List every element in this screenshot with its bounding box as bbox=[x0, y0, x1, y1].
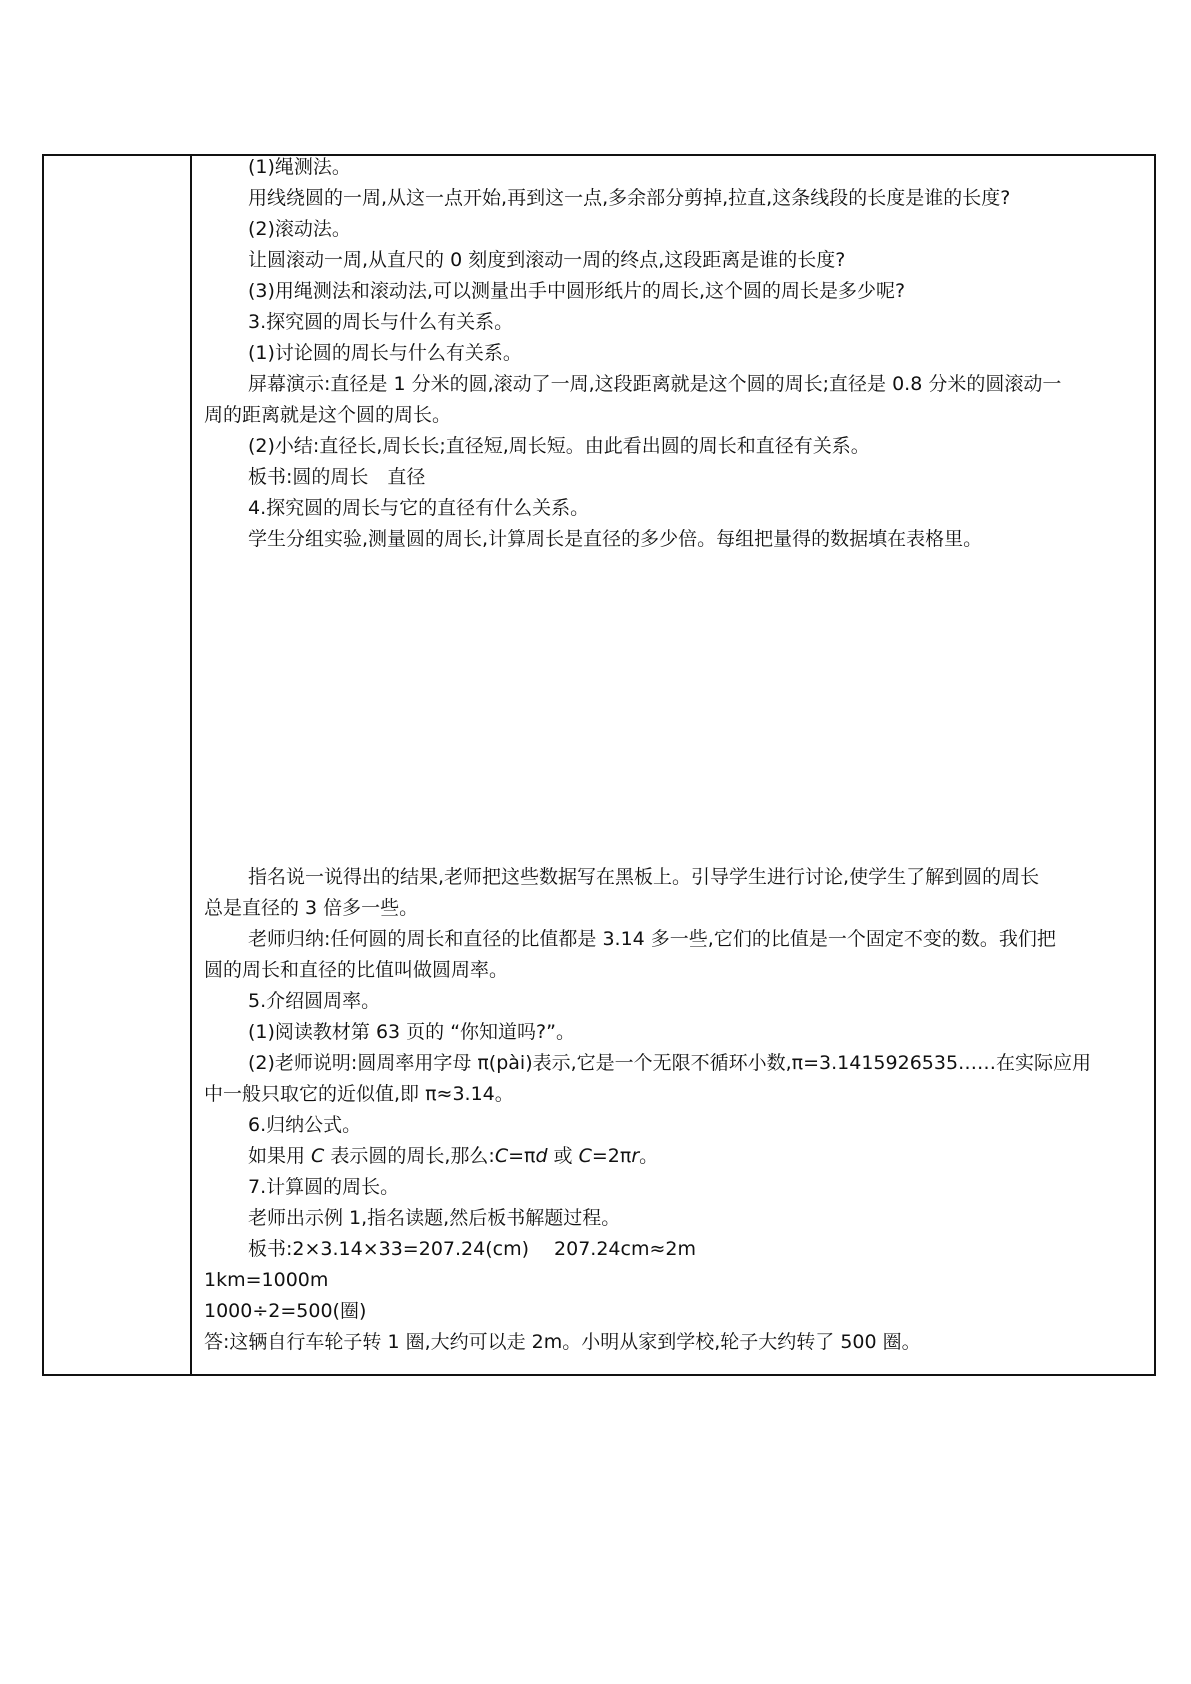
formula-line bbox=[192, 1141, 1154, 1172]
text-line: 总是直径的 3 倍多一些。 bbox=[204, 897, 419, 919]
text-line: 3.探究圆的周长与什么有关系。 bbox=[248, 311, 514, 333]
lesson-content bbox=[192, 156, 1154, 1374]
text-line: (1)讨论圆的周长与什么有关系。 bbox=[248, 342, 522, 364]
formula-text: 。 bbox=[639, 1145, 659, 1167]
text-line: 指名说一说得出的结果,老师把这些数据写在黑板上。引导学生进行讨论,使学生了解到圆的周长 bbox=[248, 866, 1040, 888]
text-line: 周的距离就是这个圆的周长。 bbox=[204, 404, 452, 426]
text-line: (2)老师说明:圆周率用字母 π(pài)表示,它是一个无限不循环小数,π=3.1415926535……在实际应用 bbox=[248, 1052, 1092, 1074]
text-line: 5.介绍圆周率。 bbox=[248, 990, 381, 1012]
text-line: 4.探究圆的周长与它的直径有什么关系。 bbox=[248, 497, 590, 519]
text-line: (3)用绳测法和滚动法,可以测量出手中圆形纸片的周长,这个圆的周长是多少呢? bbox=[248, 280, 906, 302]
text-line: (2)小结:直径长,周长长;直径短,周长短。由此看出圆的周长和直径有关系。 bbox=[248, 435, 870, 457]
text-line: 中一般只取它的近似值,即 π≈3.14。 bbox=[204, 1083, 514, 1105]
formula-text: 或 bbox=[547, 1145, 579, 1167]
formula-var-c: C bbox=[311, 1145, 325, 1167]
formula-var-r: r bbox=[631, 1145, 640, 1167]
text-line: 屏幕演示:直径是 1 分米的圆,滚动了一周,这段距离就是这个圆的周长;直径是 0.8 分米的圆滚动一 bbox=[248, 373, 1062, 395]
formula-text: =2π bbox=[591, 1145, 632, 1167]
left-column-empty bbox=[44, 156, 192, 1374]
text-line: 老师出示例 1,指名读题,然后板书解题过程。 bbox=[248, 1207, 621, 1229]
text-line: 6.归纳公式。 bbox=[248, 1114, 362, 1136]
text-line: 老师归纳:任何圆的周长和直径的比值都是 3.14 多一些,它们的比值是一个固定不变的数。我们把 bbox=[248, 928, 1056, 950]
formula-var-d: d bbox=[535, 1145, 548, 1167]
text-line: (1)阅读教材第 63 页的 “你知道吗?”。 bbox=[248, 1021, 575, 1043]
text-line: (1)绳测法。 bbox=[248, 156, 351, 178]
text-line: (2)滚动法。 bbox=[248, 218, 351, 240]
formula-text: 表示圆的周长,那么: bbox=[324, 1145, 495, 1167]
text-line: 板书:2×3.14×33=207.24(cm) 207.24cm≈2m bbox=[248, 1238, 696, 1260]
text-line: 1000÷2=500(圈) bbox=[204, 1300, 367, 1322]
text-line: 1km=1000m bbox=[204, 1269, 329, 1291]
text-line: 学生分组实验,测量圆的周长,计算周长是直径的多少倍。每组把量得的数据填在表格里。 bbox=[248, 528, 983, 550]
text-line: 用线绕圆的一周,从这一点开始,再到这一点,多余部分剪掉,拉直,这条线段的长度是谁的长度? bbox=[248, 187, 1011, 209]
text-line: 7.计算圆的周长。 bbox=[248, 1176, 400, 1198]
text-line: 让圆滚动一周,从直尺的 0 刻度到滚动一周的终点,这段距离是谁的长度? bbox=[248, 249, 846, 271]
lesson-table bbox=[42, 154, 1156, 1376]
text-line: 圆的周长和直径的比值叫做圆周率。 bbox=[204, 959, 509, 981]
text-line: 答:这辆自行车轮子转 1 圈,大约可以走 2m。小明从家到学校,轮子大约转了 500 圈。 bbox=[204, 1331, 921, 1353]
formula-var-c: C bbox=[578, 1145, 592, 1167]
formula-text: =π bbox=[508, 1145, 536, 1167]
text-line: 板书:圆的周长 直径 bbox=[248, 466, 426, 488]
formula-text: 如果用 bbox=[248, 1145, 312, 1167]
formula-var-c: C bbox=[494, 1145, 509, 1167]
